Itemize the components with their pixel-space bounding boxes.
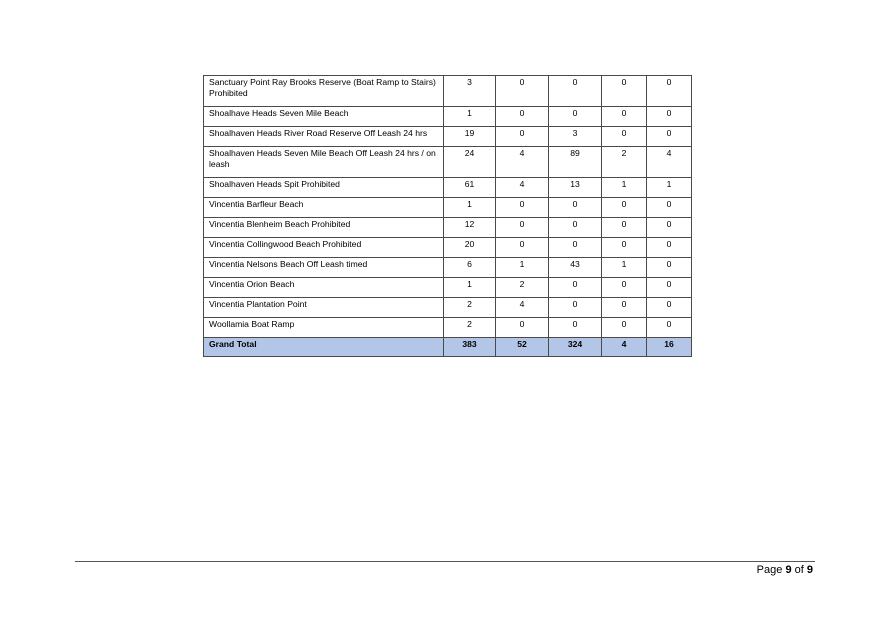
- value-cell: 1: [496, 258, 549, 278]
- location-cell: Shoalhaven Heads Seven Mile Beach Off Leash 24 hrs / on leash: [204, 147, 444, 178]
- value-cell: 0: [647, 107, 692, 127]
- value-cell: 1: [602, 258, 647, 278]
- value-cell: 2: [602, 147, 647, 178]
- value-cell: 0: [647, 298, 692, 318]
- value-cell: 3: [549, 127, 602, 147]
- value-cell: 0: [496, 318, 549, 338]
- value-cell: 0: [647, 238, 692, 258]
- table-row: [204, 178, 692, 198]
- location-cell: Vincentia Barfleur Beach: [204, 198, 444, 218]
- value-cell: 4: [496, 147, 549, 178]
- location-cell: Sanctuary Point Ray Brooks Reserve (Boat Ramp to Stairs) Prohibited: [204, 76, 444, 107]
- table-row: [204, 238, 692, 258]
- value-cell: 1: [444, 107, 496, 127]
- value-cell: 0: [549, 278, 602, 298]
- value-cell: 0: [549, 198, 602, 218]
- value-cell: 19: [444, 127, 496, 147]
- value-cell: 3: [444, 76, 496, 107]
- total-value-cell: 324: [549, 338, 602, 357]
- grand-total-label: Grand Total: [204, 338, 444, 357]
- value-cell: 1: [647, 178, 692, 198]
- location-cell: Shoalhaven Heads Spit Prohibited: [204, 178, 444, 198]
- total-value-cell: 52: [496, 338, 549, 357]
- value-cell: 61: [444, 178, 496, 198]
- table-row: [204, 127, 692, 147]
- value-cell: 0: [647, 127, 692, 147]
- page-of: of: [794, 564, 804, 576]
- location-cell: Vincentia Nelsons Beach Off Leash timed: [204, 258, 444, 278]
- table-row: [204, 76, 692, 107]
- value-cell: 0: [549, 298, 602, 318]
- value-cell: 0: [602, 298, 647, 318]
- value-cell: 0: [549, 76, 602, 107]
- value-cell: 89: [549, 147, 602, 178]
- value-cell: 0: [549, 107, 602, 127]
- value-cell: 2: [496, 278, 549, 298]
- value-cell: 0: [602, 127, 647, 147]
- location-cell: Shoalhaven Heads River Road Reserve Off Leash 24 hrs: [204, 127, 444, 147]
- value-cell: 0: [496, 127, 549, 147]
- value-cell: 0: [549, 218, 602, 238]
- table-row: [204, 298, 692, 318]
- value-cell: 0: [647, 198, 692, 218]
- page-total: 9: [806, 564, 813, 576]
- value-cell: 0: [647, 318, 692, 338]
- value-cell: 4: [496, 178, 549, 198]
- total-value-cell: 4: [602, 338, 647, 357]
- value-cell: 13: [549, 178, 602, 198]
- value-cell: 0: [496, 198, 549, 218]
- value-cell: 0: [602, 107, 647, 127]
- value-cell: 2: [444, 318, 496, 338]
- page-number: [757, 564, 813, 576]
- value-cell: 0: [602, 278, 647, 298]
- value-cell: 4: [496, 298, 549, 318]
- value-cell: 0: [647, 258, 692, 278]
- page-label: Page: [756, 564, 783, 576]
- total-value-cell: 16: [647, 338, 692, 357]
- value-cell: 0: [647, 76, 692, 107]
- table-row: [204, 107, 692, 127]
- value-cell: 24: [444, 147, 496, 178]
- grand-total-row: [204, 338, 692, 357]
- location-cell: Woollamia Boat Ramp: [204, 318, 444, 338]
- table-row: [204, 318, 692, 338]
- total-value-cell: 383: [444, 338, 496, 357]
- value-cell: 6: [444, 258, 496, 278]
- location-cell: Vincentia Plantation Point: [204, 298, 444, 318]
- value-cell: 0: [602, 198, 647, 218]
- value-cell: 1: [602, 178, 647, 198]
- value-cell: 4: [647, 147, 692, 178]
- value-cell: 0: [549, 238, 602, 258]
- location-cell: Vincentia Orion Beach: [204, 278, 444, 298]
- value-cell: 12: [444, 218, 496, 238]
- value-cell: 43: [549, 258, 602, 278]
- value-cell: 0: [549, 318, 602, 338]
- value-cell: 0: [602, 218, 647, 238]
- table-row: [204, 198, 692, 218]
- value-cell: 0: [647, 278, 692, 298]
- location-cell: Vincentia Blenheim Beach Prohibited: [204, 218, 444, 238]
- table-row: [204, 147, 692, 178]
- value-cell: 0: [496, 238, 549, 258]
- value-cell: 0: [496, 107, 549, 127]
- footer-divider: [75, 561, 815, 562]
- table-row: [204, 278, 692, 298]
- value-cell: 2: [444, 298, 496, 318]
- value-cell: 20: [444, 238, 496, 258]
- page-current: 9: [785, 564, 792, 576]
- value-cell: 0: [496, 218, 549, 238]
- value-cell: 0: [496, 76, 549, 107]
- value-cell: 0: [602, 318, 647, 338]
- location-cell: Shoalhave Heads Seven Mile Beach: [204, 107, 444, 127]
- value-cell: 1: [444, 198, 496, 218]
- table-row: [204, 218, 692, 238]
- value-cell: 0: [602, 238, 647, 258]
- results-table: [203, 75, 692, 357]
- value-cell: 0: [602, 76, 647, 107]
- table-row: [204, 258, 692, 278]
- value-cell: 1: [444, 278, 496, 298]
- value-cell: 0: [647, 218, 692, 238]
- location-cell: Vincentia Collingwood Beach Prohibited: [204, 238, 444, 258]
